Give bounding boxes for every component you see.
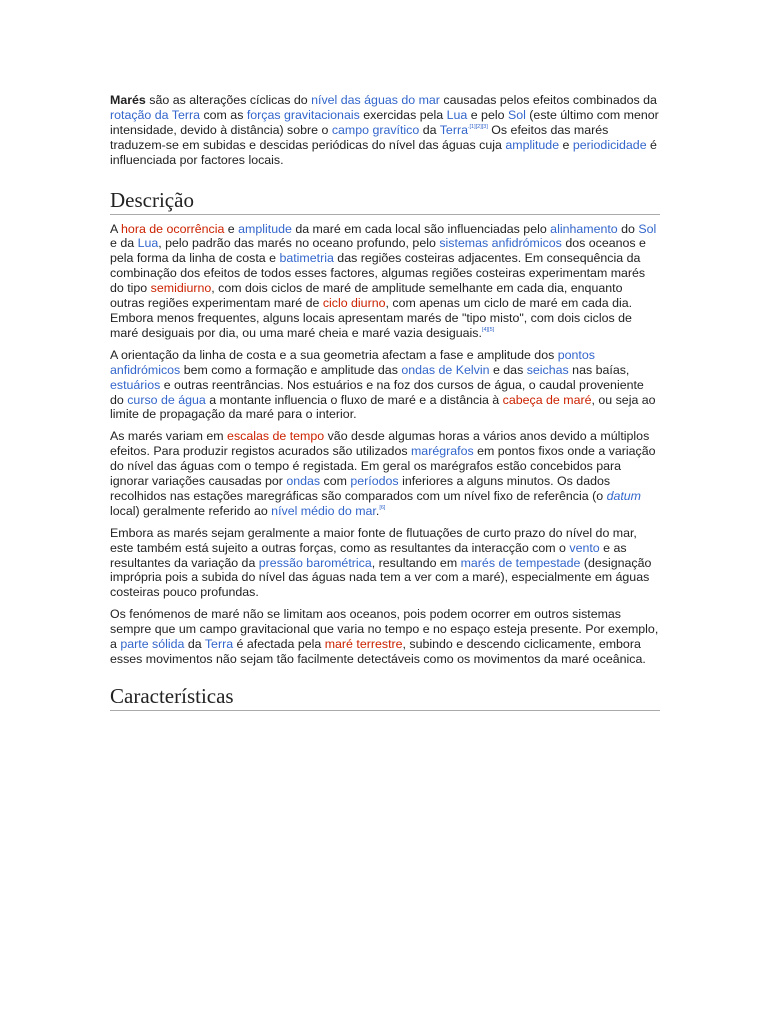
link-maregrafos[interactable]: marégrafos: [410, 444, 474, 459]
link-hora-de-ocorrencia[interactable]: hora de ocorrência: [121, 221, 225, 236]
link-seichas[interactable]: seichas: [526, 362, 569, 377]
text: com as: [200, 107, 247, 122]
link-curso-de-agua[interactable]: curso de água: [127, 392, 206, 407]
paragraph: [110, 348, 660, 423]
text: e: [224, 221, 239, 236]
link-campo-gravitico[interactable]: campo gravítico: [331, 122, 420, 137]
link-sol[interactable]: Sol: [638, 221, 657, 236]
text: do: [617, 221, 639, 236]
link-semidiurno[interactable]: semidiurno: [150, 281, 212, 296]
link-terra[interactable]: Terra: [204, 637, 234, 652]
text: da maré em cada local são influenciadas pelo: [291, 221, 551, 236]
link-nivel-medio-do-mar[interactable]: nível médio do mar: [271, 503, 376, 518]
text: exercidas pela: [359, 107, 447, 122]
reference-marker[interactable]: .[1][2][3]: [467, 123, 488, 130]
text: a montante influencia o fluxo de maré e a distância à: [205, 392, 503, 407]
link-cabeca-de-mare[interactable]: cabeça de maré: [502, 392, 592, 407]
text: e: [559, 137, 573, 152]
text: , com apenas um ciclo de maré em cada dia. Embora menos frequentes, alguns locais apresentam marés de "tipo misto", com dois ciclos de maré desiguais por dia, ou uma maré cheia e maré vazia desiguais.: [110, 296, 633, 340]
text: em pontos fixos onde a variação do nível das águas com o tempo é registada. Em geral os marégrafos estão concebidos para ignorar variações causadas por: [110, 444, 656, 489]
text: , pelo padrão das marés no oceano profundo, pelo: [158, 236, 440, 251]
text: , com dois ciclos de maré de amplitude semelhante em cada dia, enquanto outras regiões experimentam maré de: [110, 281, 623, 311]
text: Embora as marés sejam geralmente a maior fonte de flutuações de curto prazo do nível do mar, este também está sujeito a outras forças, como as resultantes da interacção com o: [110, 525, 637, 555]
paragraph: [110, 222, 660, 341]
link-datum-text: datum: [606, 488, 641, 503]
link-batimetria[interactable]: batimetria: [279, 251, 334, 266]
paragraph: [110, 429, 660, 518]
link-datum[interactable]: [607, 489, 641, 503]
link-periodicidade[interactable]: periodicidade: [572, 137, 647, 152]
text: são as alterações cíclicas do: [145, 93, 312, 107]
text: , resultando em: [371, 555, 461, 570]
text: , subindo e descendo ciclicamente, embora esses movimentos não sejam tão facilmente detectáveis como os movimentos da maré oceânica.: [110, 637, 646, 666]
link-sistemas-anfidromicos[interactable]: sistemas anfidrómicos: [439, 236, 562, 251]
link-ciclo-diurno[interactable]: ciclo diurno: [322, 296, 386, 311]
link-escalas-de-tempo[interactable]: escalas de tempo: [227, 429, 325, 444]
text: é afectada pela: [233, 637, 325, 652]
link-estuarios[interactable]: estuários: [110, 377, 161, 392]
text: e pelo: [467, 107, 508, 122]
text: da: [419, 122, 440, 137]
link-mare-terrestre[interactable]: maré terrestre: [324, 637, 403, 652]
text: , ou seja ao limite de propagação da maré para o interior.: [110, 392, 656, 422]
intro-paragraph: [110, 93, 660, 168]
text: e das: [489, 362, 527, 377]
text: com: [320, 474, 351, 489]
text: local) geralmente referido ao: [110, 503, 272, 518]
reference-marker[interactable]: [4][5]: [481, 326, 495, 333]
text: é influenciada por factores locais.: [110, 137, 657, 167]
article-body: [110, 93, 660, 711]
link-lua[interactable]: Lua: [137, 236, 159, 251]
link-vento[interactable]: vento: [569, 540, 600, 555]
text: dos oceanos e pela forma da linha de costa e: [110, 236, 646, 266]
link-terra[interactable]: Terra: [439, 122, 468, 137]
text: e da: [110, 236, 138, 251]
text: (este último com menor intensidade, devido à distância) sobre o: [110, 107, 659, 137]
link-lua[interactable]: Lua: [446, 107, 468, 122]
link-ondas[interactable]: ondas: [286, 474, 321, 489]
link-pontos-anfidromicos[interactable]: pontos anfidrómicos: [110, 347, 595, 377]
text: Os fenómenos de maré não se limitam aos oceanos, pois podem ocorrer em outros sistemas sempre que um campo gravitacional que varia no tempo e no espaço esteja presente. Por exemplo, a: [110, 607, 659, 652]
link-amplitude[interactable]: amplitude: [238, 221, 292, 236]
text: (designação imprópria pois a subida do nível das águas nada tem a ver com a maré), especialmente em águas costeiras pouco profundas.: [110, 555, 652, 600]
text: nas baías,: [568, 362, 630, 377]
text: vão desde algumas horas a vários anos devido a múltiplos efeitos. Para produzir registos acurados são utilizados: [110, 429, 650, 459]
link-pressao-barometrica[interactable]: pressão barométrica: [258, 555, 372, 570]
text: das regiões costeiras adjacentes. Em consequência da combinação dos efeitos de todos esses factores, algumas regiões costeiras experimentam marés do tipo: [110, 251, 646, 296]
link-mares-de-tempestade[interactable]: marés de tempestade: [460, 555, 581, 570]
text: A: [110, 221, 122, 236]
reference-marker[interactable]: [6]: [379, 504, 386, 511]
link-forcas-gravitacionais[interactable]: forças gravitacionais: [246, 107, 360, 122]
link-parte-solida[interactable]: parte sólida: [120, 637, 185, 652]
text: Os efeitos das marés traduzem-se em subidas e descidas periódicas do nível das águas cuja: [110, 122, 609, 152]
text: e outras reentrâncias. Nos estuários e na foz dos cursos de água, o caudal proveniente do: [110, 377, 644, 407]
link-periodos[interactable]: períodos: [350, 474, 399, 489]
article-subject: Marés: [110, 93, 146, 107]
link-amplitude[interactable]: amplitude: [505, 137, 560, 152]
link-sol[interactable]: Sol: [507, 107, 526, 122]
section-heading-descricao: Descrição: [110, 188, 660, 215]
link-ondas-de-kelvin[interactable]: ondas de Kelvin: [401, 362, 490, 377]
text: As marés variam em: [110, 429, 228, 444]
link-alinhamento[interactable]: alinhamento: [550, 221, 618, 236]
text: .: [375, 503, 380, 518]
link-rotacao-da-terra[interactable]: rotação da Terra: [110, 107, 201, 122]
text: e as resultantes da variação da: [110, 540, 627, 570]
text: bem como a formação e amplitude das: [180, 362, 402, 377]
paragraph: [110, 526, 660, 601]
section-heading-caracteristicas: Características: [110, 684, 660, 711]
text: inferiores a alguns minutos. Os dados recolhidos nas estações maregráficas são comparados com um nível fixo de referência (o: [110, 474, 611, 503]
link-nivel-das-aguas[interactable]: nível das águas do mar: [311, 93, 440, 107]
text: A orientação da linha de costa e a sua geometria afectam a fase e amplitude dos: [110, 347, 558, 362]
paragraph: [110, 607, 660, 667]
text: causadas pelos efeitos combinados da: [439, 93, 657, 107]
text: da: [184, 637, 205, 652]
